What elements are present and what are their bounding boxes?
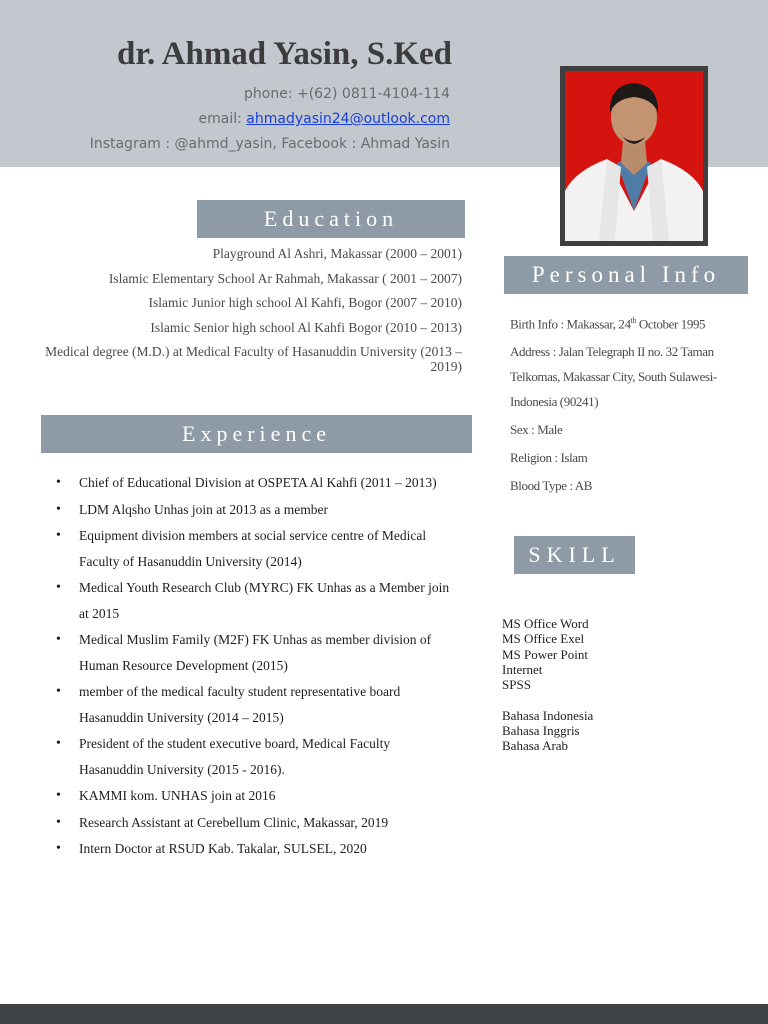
footer-bar — [0, 1004, 768, 1024]
phone-line: phone: +(62) 0811-4104-114 — [244, 86, 450, 102]
education-item: Islamic Senior high school Al Kahfi Bogor (2010 – 2013) — [150, 319, 462, 335]
email-label: email: — [198, 111, 247, 127]
social-line: Instagram : @ahmd_yasin, Facebook : Ahmad Yasin — [89, 136, 450, 152]
experience-item: • LDM Alqsho Unhas join at 2013 as a member — [56, 497, 456, 523]
religion-info: Religion : Islam — [510, 450, 588, 466]
experience-item: • President of the student executive board, Medical Faculty Hasanuddin University (2015 - 2016). — [56, 731, 456, 782]
address-info: Address : Jalan Telegraph II no. 32 Taman Telkomas, Makassar City, South Sulawesi-Indonesia (90241) — [510, 344, 717, 410]
experience-item: • Research Assistant at Cerebellum Clinic, Makassar, 2019 — [56, 810, 456, 836]
blood-type-info: Blood Type : AB — [510, 478, 593, 494]
birth-info-suffix: October 1995 — [635, 316, 706, 332]
skill-heading: SKILL — [514, 536, 635, 574]
experience-list — [56, 470, 456, 863]
skill-language-item: Bahasa Indonesia — [502, 707, 594, 723]
skill-software-item: MS Office Word — [502, 616, 589, 631]
education-item: Playground Al Ashri, Makassar (2000 – 2001) — [212, 246, 462, 261]
email-link[interactable]: ahmadyasin24@outlook.com — [246, 111, 450, 127]
personal-info-list — [510, 308, 745, 501]
skill-software-item: Internet — [502, 661, 543, 677]
skill-software-item: MS Office Exel — [502, 631, 585, 647]
experience-item: • member of the medical faculty student representative board Hasanuddin University (2014 – 2015) — [56, 679, 456, 730]
skill-list — [502, 616, 593, 754]
candidate-name: dr. Ahmad Yasin, S.Ked — [116, 36, 452, 72]
education-item: Islamic Elementary School Ar Rahmah, Makassar ( 2001 – 2007) — [108, 270, 462, 286]
skill-language-item: Bahasa Arab — [502, 738, 569, 754]
experience-heading: Experience — [41, 415, 472, 453]
education-item: Islamic Junior high school Al Kahfi, Bogor (2007 – 2010) — [148, 295, 462, 310]
skill-software-item: MS Power Point — [502, 646, 588, 662]
skill-language-item: Bahasa Inggris — [502, 723, 580, 739]
skill-software-item: SPSS — [502, 677, 531, 693]
personal-info-heading: Personal Info — [504, 256, 748, 294]
experience-item: • Equipment division members at social service centre of Medical Faculty of Hasanuddin University (2014) — [56, 523, 456, 574]
education-list — [22, 246, 462, 384]
experience-item: • Medical Muslim Family (M2F) FK Unhas as member division of Human Resource Development (2015) — [56, 627, 456, 678]
experience-item: • Medical Youth Research Club (MYRC) FK Unhas as a Member join at 2015 — [56, 575, 456, 626]
birth-info — [510, 308, 745, 336]
birth-info-prefix: Birth Info : Makassar, 24 — [510, 316, 631, 332]
profile-portrait-graphic — [565, 71, 703, 241]
email-line — [199, 111, 450, 127]
sex-info: Sex : Male — [510, 422, 563, 438]
birth-info-ordinal: th — [630, 316, 636, 325]
education-heading: Education — [197, 200, 465, 238]
experience-item: • Chief of Educational Division at OSPETA Al Kahfi (2011 – 2013) — [56, 470, 456, 496]
experience-item: • Intern Doctor at RSUD Kab. Takalar, SULSEL, 2020 — [56, 836, 456, 862]
profile-photo — [565, 71, 703, 241]
skill-list-spacer — [502, 692, 593, 707]
experience-item: • KAMMI kom. UNHAS join at 2016 — [56, 783, 456, 809]
education-item: Medical degree (M.D.) at Medical Faculty of Hasanuddin University (2013 – 2019) — [45, 344, 462, 374]
profile-photo-frame — [560, 66, 708, 246]
